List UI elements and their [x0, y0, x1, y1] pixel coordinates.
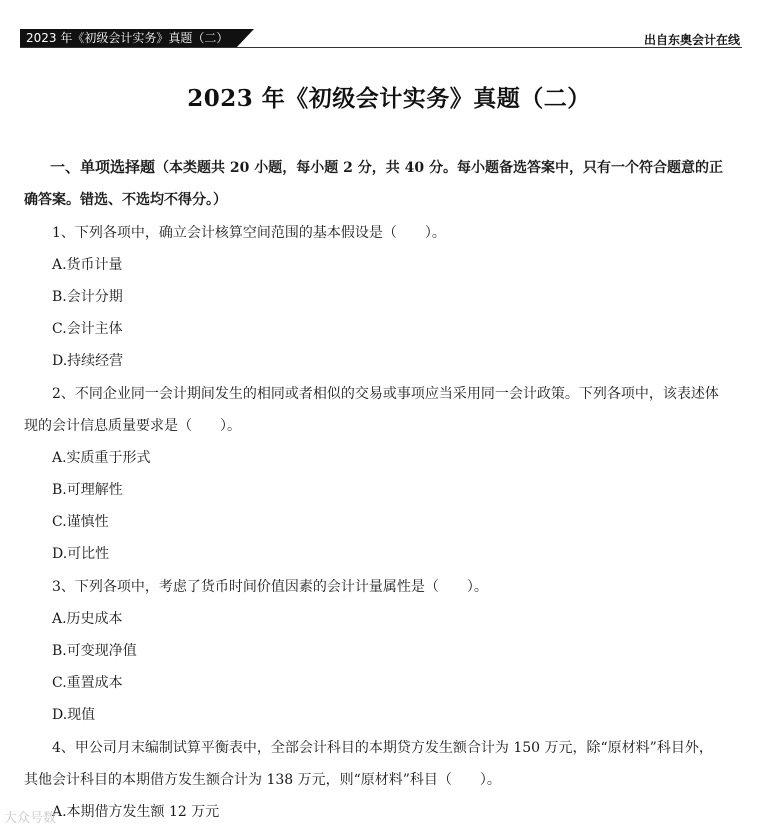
section-instruction-cont: 确答案。错选、不选均不得分。） [24, 192, 227, 208]
question-2-option-b: B.可理解性 [52, 482, 123, 498]
question-1-option-d: D.持续经营 [52, 353, 124, 369]
header-tab-slant [236, 29, 254, 48]
page-title: 2023 年《初级会计实务》真题（二） [187, 85, 591, 112]
section-heading-line [50, 156, 723, 177]
question-2-option-a: A.实质重于形式 [52, 450, 151, 466]
question-1-option-c: C.会计主体 [52, 321, 123, 337]
section-heading: 一、单项选择题 [50, 158, 156, 176]
question-2-option-d: D.可比性 [52, 546, 110, 562]
watermark: 大众号数 [4, 811, 57, 826]
question-3-option-b: B.可变现净值 [52, 643, 137, 659]
question-1-option-a: A.货币计量 [52, 257, 123, 273]
header-tab: 2023 年《初级会计实务》真题（二） [20, 29, 236, 48]
question-4-stem: 4、甲公司月末编制试算平衡表中，全部会计科目的本期贷方发生额合计为 150 万元，除“原材料”科目外， [52, 740, 713, 756]
question-2-stem-cont: 现的会计信息质量要求是（ ）。 [24, 418, 241, 434]
question-3-option-d: D.现值 [52, 707, 96, 723]
header-divider [20, 47, 742, 48]
section-instruction: （本类题共 20 小题，每小题 2 分，共 40 分。每小题备选答案中，只有一个符合题意的正 [155, 160, 723, 176]
question-4-stem-cont: 其他会计科目的本期借方发生额合计为 138 万元，则“原材料”科目（ ）。 [24, 772, 501, 788]
question-3-stem: 3、下列各项中，考虑了货币时间价值因素的会计计量属性是（ ）。 [52, 579, 488, 595]
question-1-stem: 1、下列各项中，确立会计核算空间范围的基本假设是（ ）。 [52, 225, 446, 241]
question-2-stem: 2、不同企业同一会计期间发生的相同或者相似的交易或事项应当采用同一会计政策。下列各项中，该表述体 [52, 386, 719, 402]
question-1-option-b: B.会计分期 [52, 289, 123, 305]
question-4-option-a: A.本期借方发生额 12 万元 [52, 804, 220, 820]
question-3-option-c: C.重置成本 [52, 675, 123, 691]
question-3-option-a: A.历史成本 [52, 611, 123, 627]
header-source: 出自东奥会计在线 [643, 33, 740, 47]
question-2-option-c: C.谨慎性 [52, 514, 109, 530]
